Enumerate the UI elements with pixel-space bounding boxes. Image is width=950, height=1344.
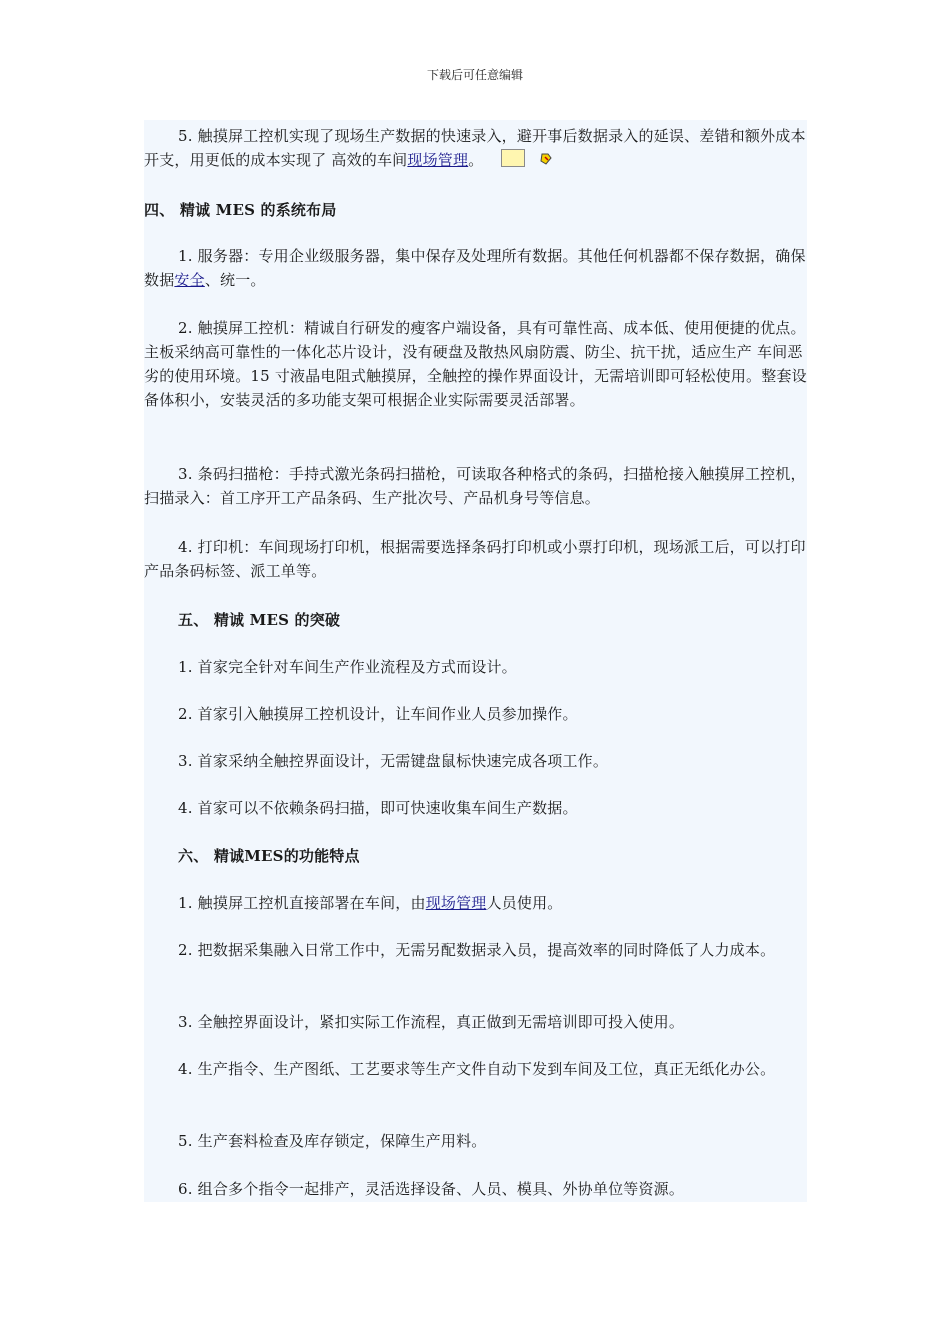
section-6-item: 4. 生产指令、生产图纸、工艺要求等生产文件自动下发到车间及工位，真正无纸化办公。 xyxy=(178,1060,776,1078)
page-header: 下载后可任意编辑 xyxy=(426,68,523,82)
section-5-item: 3. 首家采纳全触控界面设计，无需键盘鼠标快速完成各项工作。 xyxy=(178,752,609,770)
section-4-heading: 四、 精诚 MES 的系统布局 xyxy=(144,201,337,219)
section-5-heading: 五、 精诚 MES 的突破 xyxy=(178,611,341,629)
section-6-item: 6. 组合多个指令一起排产，灵活选择设备、人员、模具、外协单位等资源。 xyxy=(178,1180,685,1198)
section-4-item-2: 2. 触摸屏工控机：精诚自行研发的瘦客户端设备，具有可靠性高、成本低、使用便捷的优点。主板采纳高可靠性的一体化芯片设计，没有硬盘及散热风扇防震、防尘、抗干扰，适应生产 车间恶劣的使用环境。15 寸液晶电阻式触摸屏，全触控的操作界面设计，无需培训即可轻松使用。整套设备体积小，安装灵活的多功能支架可根据企业实际需要灵活部署。 xyxy=(144,319,807,409)
section-6-item: 5. 生产套料检查及库存锁定，保障生产用料。 xyxy=(178,1132,487,1150)
section-6-item: 3. 全触控界面设计，紧扣实际工作流程，真正做到无需培训即可投入使用。 xyxy=(178,1013,685,1031)
section-6-item-1: 1. 触摸屏工控机直接部署在车间，由现场管理人员使用。 xyxy=(178,894,563,912)
section-5-item: 2. 首家引入触摸屏工控机设计，让车间作业人员参加操作。 xyxy=(178,705,578,723)
section-6-item: 2. 把数据采集融入日常工作中，无需另配数据录入员，提高效率的同时降低了人力成本。 xyxy=(178,941,776,959)
link-site-management[interactable]: 现场管理 xyxy=(407,151,469,169)
section-4-item-1: 1. 服务器：专用企业级服务器，集中保存及处理所有数据。其他任何机器都不保存数据，确保数据安全、统一。 xyxy=(144,247,806,289)
section-4-item-3: 3. 条码扫描枪：手持式激光条码扫描枪，可读取各种格式的条码，扫描枪接入触摸屏工控机，扫描录入：首工序开工产品条码、生产批次号、产品机身号等信息。 xyxy=(144,465,806,507)
document-body xyxy=(144,120,807,1202)
link-security[interactable]: 安全 xyxy=(174,271,205,289)
section-5-item: 1. 首家完全针对车间生产作业流程及方式而设计。 xyxy=(178,658,517,676)
section-6-heading: 六、 精诚MES的功能特点 xyxy=(178,847,360,865)
section-5-item: 4. 首家可以不依赖条码扫描，即可快速收集车间生产数据。 xyxy=(178,799,578,817)
section-4-item-4: 4. 打印机：车间现场打印机，根据需要选择条码打印机或小票打印机，现场派工后，可以打印产品条码标签、派工单等。 xyxy=(144,538,806,580)
embedded-image-icon xyxy=(501,149,525,167)
paragraph-5-touchscreen-summary: 5. 触摸屏工控机实现了现场生产数据的快速录入，避开事后数据录入的延误、差错和额外成本开支，用更低的成本实现了 高效的车间现场管理。 xyxy=(144,127,806,169)
link-site-management[interactable]: 现场管理 xyxy=(425,894,487,912)
